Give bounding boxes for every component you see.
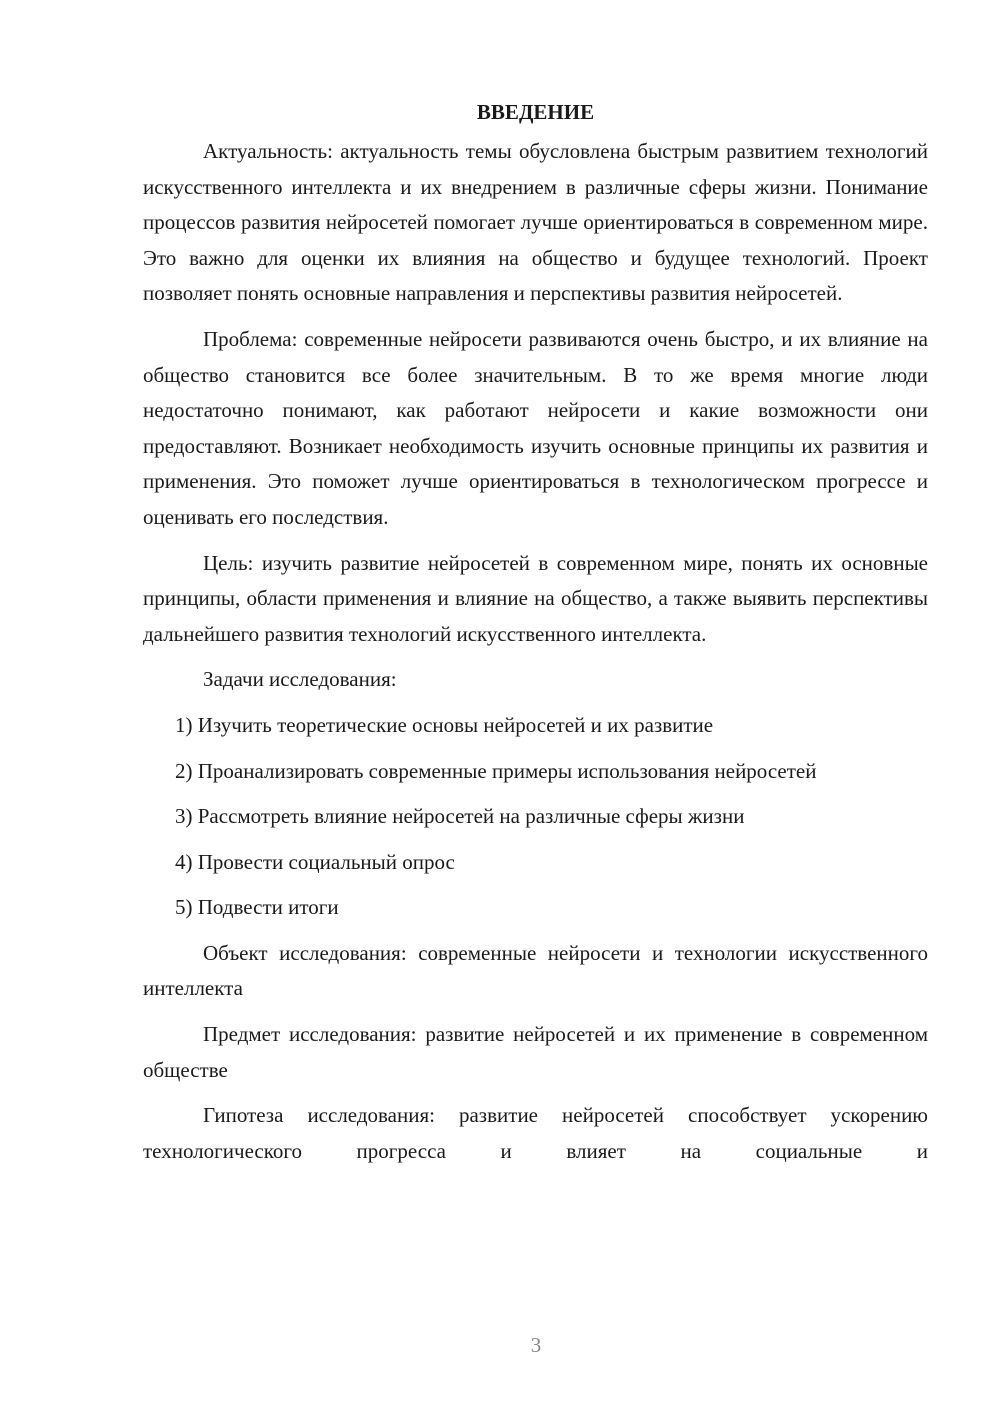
task-item-1: 1) Изучить теоретические основы нейросетей и их развитие [175, 712, 714, 737]
tasks-heading: Задачи исследования: [203, 667, 397, 692]
paragraph-subject: Предмет исследования: развитие нейросетей и их применение в современном обществе [143, 1022, 928, 1082]
paragraph-problem: Проблема: современные нейросети развиваются очень быстро, и их влияние на общество становится все более значительным. В то же время многие люди недостаточно понимают, как работают нейросети и какие возможности они предоставляют. Возникает необходимость изучить основные принципы их развития и применения. Это поможет лучше ориентироваться в технологическом прогрессе и оценивать его последствия. [143, 326, 928, 529]
task-item-2: 2) Проанализировать современные примеры использования нейросетей [175, 758, 817, 783]
paragraph-relevance: Актуальность: актуальность темы обусловлена быстрым развитием технологий искусственного интеллекта и их внедрением в различные сферы жизни. Понимание процессов развития нейросетей помогает лучше ориентироваться в современном мире. Это важно для оценки их влияния на общество и будущее технологий. Проект позволяет понять основные направления и перспективы развития нейросетей. [143, 139, 928, 306]
page-number: 3 [530, 1333, 542, 1357]
section-title: ВВЕДЕНИЕ [476, 100, 595, 124]
task-item-4: 4) Провести социальный опрос [175, 849, 455, 874]
page-content [143, 94, 928, 1179]
paragraph-object: Объект исследования: современные нейросети и технологии искусственного интеллекта [143, 940, 928, 1001]
paragraph-goal: Цель: изучить развитие нейросетей в современном мире, понять их основные принципы, области применения и влияние на общество, а также выявить перспективы дальнейшего развития технологий искусственного интеллекта. [143, 550, 928, 646]
task-item-5: 5) Подвести итоги [175, 895, 339, 920]
paragraph-hypothesis: Гипотеза исследования: развитие нейросетей способствует ускорению технологического прогресса и влияет на социальные и [143, 1103, 928, 1163]
task-item-3: 3) Рассмотреть влияние нейросетей на различные сферы жизни [175, 804, 745, 829]
